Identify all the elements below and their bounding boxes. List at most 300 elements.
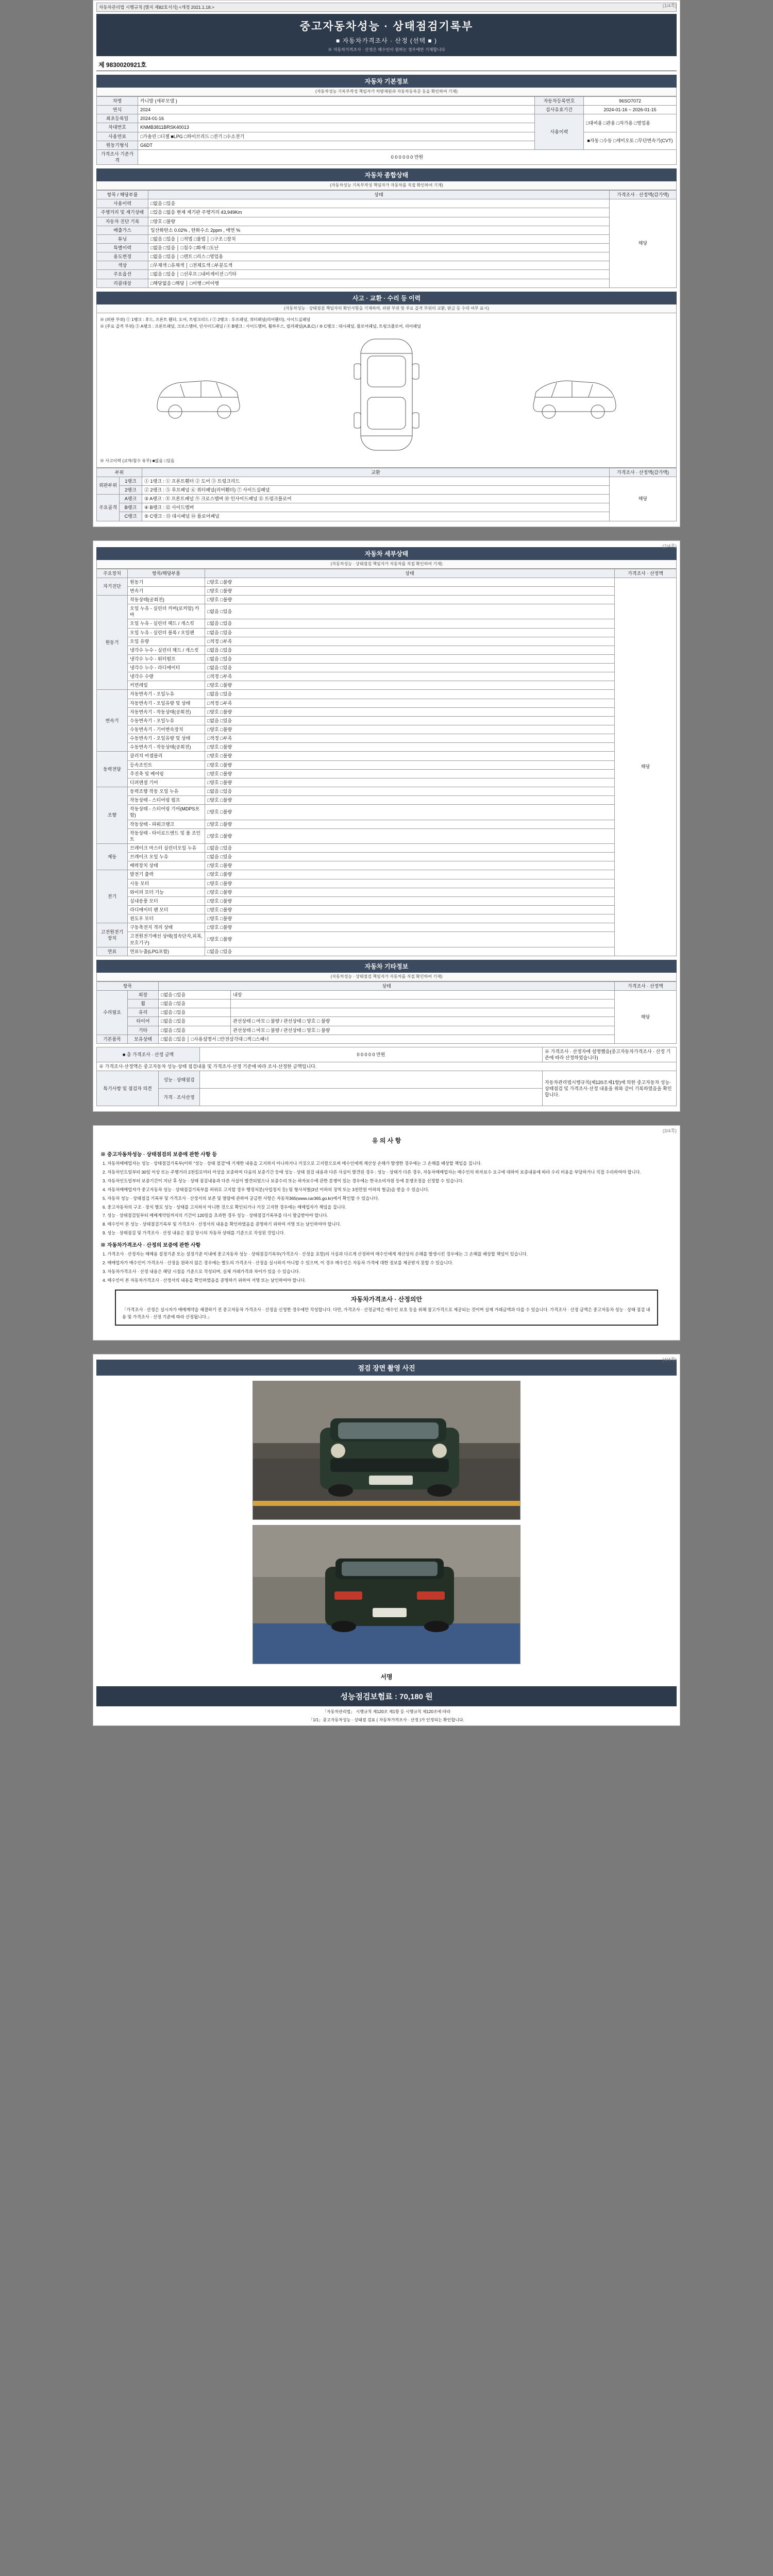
table-header-row	[97, 569, 677, 578]
table-header-row	[97, 981, 677, 990]
confirm-text: 자동차관리법시행규칙(제120조제1항)에 의한 중고자동차 성능·상태점검 및 가격조사·산정 내용을 위와 같이 기록하였음을 확인합니다.	[543, 1071, 677, 1106]
section-condition-title: 자동차 종합상태	[96, 168, 677, 181]
row-label: 주요옵션	[97, 270, 148, 279]
table-row	[97, 477, 677, 485]
notice-list-2	[103, 1251, 673, 1283]
part-label: 윈도우 모터	[128, 914, 205, 923]
accident-flag: ※ 사고이력 (교차/침수 유무) ■없음 □있음	[100, 458, 175, 463]
part-state: □없음 □있음	[205, 947, 615, 956]
part-state: □양호 □불량	[205, 796, 615, 805]
col-head-price: 가격조사 · 산정액	[615, 981, 677, 990]
part-state: □양호 □불량	[205, 586, 615, 595]
group-label: 조향	[97, 787, 128, 844]
part-state: □양호 □불량	[205, 578, 615, 586]
car-side-left-diagram	[149, 356, 247, 433]
part-label: 디퍼렌셜 기어	[128, 778, 205, 787]
part-state: □양호 □불량	[205, 820, 615, 828]
document-title: 중고자동차성능 · 상태점검기록부	[299, 21, 474, 32]
table-row	[97, 805, 677, 820]
part-state: □양호 □불량	[205, 914, 615, 923]
footnote-1: 「자동차관리법」 시행규칙 제120조 제1항 등 시행규칙 제120조에 따라	[322, 1709, 451, 1714]
row-price: 해당	[610, 199, 677, 287]
table-row	[97, 725, 677, 734]
page-tag: (1/4쪽)	[662, 3, 677, 8]
total-price-digits: 0 0 0 0 0 만원	[200, 1047, 543, 1062]
table-row	[97, 619, 677, 628]
part-label: 연료누출(LPG포함)	[128, 947, 205, 956]
table-row	[97, 217, 677, 226]
notice-title: 유 의 사 항	[372, 1137, 401, 1145]
part-label: 추진축 및 베어링	[128, 769, 205, 778]
page-tag: (3/4쪽)	[662, 1128, 677, 1134]
row-label: 차대번호	[97, 123, 138, 132]
table-row	[97, 132, 677, 141]
section-basic-sub: (자동차성능 기록부작성 책임자가 차량제원과 자동차등록증 등을 확인하여 기재)	[96, 88, 677, 96]
table-row	[97, 844, 677, 853]
part-label: 오일 누유 - 실린더 블록 / 오일팬	[128, 628, 205, 637]
part-label: 원동기	[128, 578, 205, 586]
list-item: 1. 가격조사 · 산정자는 매매용 설정기준 또는 설정기준 이내에 중고자동차 성능 · 상태점검기록부(가격조사 · 산정을 포함)의 사실과 다르게 산정하여 매수인에게 재산상의 손해를 발생시킨 경우에는 그 손해를 배상할 책임이 있습니다.	[103, 1251, 528, 1257]
page-tag: (2/4쪽)	[662, 543, 677, 549]
table-row	[97, 888, 677, 896]
section-basic-title: 자동차 기본정보	[96, 75, 677, 88]
table-header-row	[97, 468, 677, 477]
table-row	[97, 932, 677, 947]
col-head-group: 주요장치	[97, 569, 128, 578]
notice-subtitle-1: ※ 중고자동차성능 · 상태점검의 보증에 관한 사항 등	[100, 1152, 217, 1158]
notice-list-1	[103, 1160, 673, 1236]
row-label: 배출가스	[97, 226, 148, 234]
col-head-part: 항목/해당부품	[128, 569, 205, 578]
table-row	[97, 199, 677, 208]
footnote-2: 「1/1」중고자동차성능 · 상태점 검표 ( 자동차가격조사 · 산정 )가 인정되는 확인합니다.	[309, 1717, 464, 1722]
group-label: 수리필요	[97, 990, 128, 1035]
part-label: 실내송풍 모터	[128, 896, 205, 905]
part-label: 자동변속기 - 오일유량 및 상태	[128, 699, 205, 707]
list-item: 1. 자동차매매업자는 성능 · 상태점검기록부(이하 "성능 · 상태 점검"에 기재한 내용을 고지하지 아니하거나 거짓으로 고지함으로써 매수인에게 재산상 손해가 발생한 경우에는 그 손해를 배상할 책임을 집니다.	[103, 1161, 482, 1166]
row-value-2: 2024-01-16 ~ 2026-01-15	[584, 106, 677, 114]
condition-table	[96, 190, 677, 288]
row-value: □가솔린 □디젤 ■LPG □하이브리드 □전기 □수소전기	[138, 132, 535, 141]
part-label: 외장	[128, 990, 159, 999]
col-head-item: 항목 / 해당부품	[97, 191, 148, 199]
table-row	[97, 861, 677, 870]
part-label: 배력장치 상태	[128, 861, 205, 870]
sign-area-price[interactable]	[200, 1089, 543, 1106]
part-label-2	[231, 1008, 615, 1017]
part-label: 수동변속기 - 기어변속장치	[128, 725, 205, 734]
group-label: 변속기	[97, 690, 128, 752]
part-label-2: 내장	[231, 990, 615, 999]
part-state: □없음 □있음	[205, 654, 615, 663]
row-state: □없음 □있음 │ □침수 □화재 □도난	[148, 243, 610, 252]
table-row	[97, 853, 677, 861]
section-etc-sub: (자동차성능 · 상태점검 책임자가 자동차를 직접 확인하여 기재)	[96, 973, 677, 981]
part-state: □양호 □불량	[205, 870, 615, 879]
part-label: 작동상태 - 타이로드엔드 및 볼 조인트	[128, 828, 205, 843]
table-row	[97, 208, 677, 217]
part-state: □없음 □있음	[205, 619, 615, 628]
inspection-photo-front	[253, 1381, 520, 1520]
table-row	[97, 820, 677, 828]
part-label: 발전기 출력	[128, 870, 205, 879]
row-label: 용도변경	[97, 252, 148, 261]
table-row	[97, 279, 677, 287]
section-detail-sub: (자동차성능 · 상태점검 책임자가 자동차를 직접 확인하여 기재)	[96, 560, 677, 569]
price-warning-box	[115, 1290, 658, 1326]
section-etc-title: 자동차 기타정보	[96, 960, 677, 973]
part-state: □없음 □있음	[159, 999, 231, 1008]
part-label: 라디에이터 팬 모터	[128, 906, 205, 914]
page-4	[93, 1354, 680, 1726]
rank-items: ③ A랭크 : ⑧ 프론트패널 ⑨ 크로스맴버 ⑩ 인사이드패널 ⑪ 트렁크플로어	[142, 495, 610, 503]
part-label: 오일 누유 - 실린더 커버(로커암) 카바	[128, 604, 205, 619]
table-row	[97, 923, 677, 932]
section-accident-title: 사고 · 교환 · 수리 등 이력	[96, 292, 677, 304]
part-label: 작동상태 - 스티어링 펌프	[128, 796, 205, 805]
diagram-legend-1: ※ (외판 부위) ① 1랭크 : 후드, 프론트 휀더, 도어, 트렁크리드 / ② 2랭크 : 루프패널, 쿼터패널(리어휀더), 사이드실패널	[100, 317, 311, 322]
row-label: 차명	[97, 97, 138, 106]
row-label: 자동차 진단 기록	[97, 217, 148, 226]
table-row	[97, 947, 677, 956]
list-item: 3. 자동차가격조사 · 산정 내용은 해당 시점을 기준으로 작성되며, 실제 거래가격과 차이가 있을 수 있습니다.	[103, 1268, 300, 1274]
photo-section-title: 점검 장면 촬영 사진	[96, 1360, 677, 1376]
part-state: □양호 □불량	[205, 879, 615, 888]
row-label: 주행거리 및 계기상태	[97, 208, 148, 217]
part-label: 동력조향 작동 오일 누유	[128, 787, 205, 796]
list-item: 8. 매수인이 본 성능 · 상태점검기록부 및 가격조사 · 산정서의 내용을 확인하였음을 증명하기 위하여 서명 또는 날인하여야 합니다.	[103, 1222, 341, 1227]
table-row	[97, 495, 677, 503]
row-state: □있음 □없음 현재 계기판 주행거리 43,949Km	[148, 208, 610, 217]
list-item: 3. 자동차인도일부터 보증기간이 지난 후 성능 · 상태 점검내용과 다른 사실이 발견되었으나 보증수리 또는 하자보수에 관한 분쟁이 있는 경우에는 한국소비자원 등에 분쟁조정을 신청할 수 있습니다.	[103, 1178, 464, 1183]
part-state: □없음 □있음	[205, 853, 615, 861]
group-label: 주요골격	[97, 495, 120, 521]
detail-state-table	[96, 569, 677, 956]
table-row	[97, 879, 677, 888]
row-state: □없음 □있음 │ □적법 □불법 │ □구조 □장치	[148, 234, 610, 243]
table-row	[97, 778, 677, 787]
table-row	[97, 896, 677, 905]
col-head-state: 상태	[148, 191, 610, 199]
table-row	[97, 243, 677, 252]
col-head-part: 부위	[97, 468, 142, 477]
table-row	[97, 1035, 677, 1043]
signature-label: 서명	[380, 1673, 393, 1681]
part-label: 구동축전지 격리 상태	[128, 923, 205, 932]
table-row	[97, 234, 677, 243]
list-item: 2. 자동차인도일부터 30일 이상 또는 주행거리 2천킬로미터 이상을 보증하여 다음의 보증기간 등에 성능 · 상태 점검 내용과 다른 사실이 발견된 경우 : 성능 · 상태가 다른 경우, 자동차매매업자는 매수인의 하자보수 요구에 대하여 보증내용에 따라 수리 비용을 부담하거나 직접 수리하여야 합니다.	[103, 1170, 641, 1175]
col-head-state: 상태	[205, 569, 615, 578]
row-state: 일산화탄소 0.02% , 탄화수소 2ppm , 매연 %	[148, 226, 610, 234]
part-state: □없음 □있음	[205, 787, 615, 796]
table-row	[97, 628, 677, 637]
table-row	[97, 870, 677, 879]
row-label: 사용연료	[97, 132, 138, 141]
inspection-photo-rear	[253, 1525, 520, 1664]
part-state: □양호 □불량	[205, 725, 615, 734]
table-row	[97, 681, 677, 690]
table-row	[97, 149, 677, 164]
table-row	[97, 586, 677, 595]
damage-diagram	[96, 313, 677, 468]
sign-area-performance[interactable]	[200, 1071, 543, 1089]
table-row	[97, 226, 677, 234]
row-state: □없음 □있음 │ □렌트 □리스 □영업용	[148, 252, 610, 261]
part-label-2: 관선상태 □ 마모 □ 불량 / 관선상태 □ 양호 □ 불량	[231, 1026, 615, 1035]
table-row	[97, 796, 677, 805]
table-row	[97, 252, 677, 261]
list-item: 4. 자동차매매업자가 중고자동차 성능 · 상태점검기록부를 허위로 고지할 경우 행정처분(사업정지 등) 및 형사처벌(3년 이하의 징역 또는 3천만원 이하의 벌금)을 받을 수 있습니다.	[103, 1187, 429, 1192]
table-row	[97, 672, 677, 681]
part-state: □적정 □부족	[205, 672, 615, 681]
row-label: 색상	[97, 261, 148, 270]
notice-subtitle-2: ※ 자동차가격조사 · 산정의 보증에 관한 사항	[100, 1242, 201, 1248]
table-row	[97, 734, 677, 743]
remarks-label: 특기사항 및 점검자 의견	[97, 1071, 159, 1106]
part-label: 커먼레일	[128, 681, 205, 690]
col-head-exchange: 교환	[142, 468, 610, 477]
row-label: 튜닝	[97, 234, 148, 243]
group-label: 동력전달	[97, 752, 128, 787]
row-value: G6DT	[138, 141, 535, 149]
col-head-state: 상태	[159, 981, 615, 990]
price-warning-title: 자동차가격조사 · 산정의안	[350, 1296, 423, 1303]
row-label-2: 자동차등록번호	[535, 97, 584, 106]
table-row	[97, 637, 677, 646]
section-condition-sub: (자동차성능 기록부작성 책임자가 자동차를 직접 확인하여 기재)	[96, 181, 677, 190]
part-label-2: 관선상태 □ 마모 □ 불량 / 관선상태 □ 양호 □ 불량	[231, 1017, 615, 1026]
table-row	[97, 707, 677, 716]
rank-items: ④ B랭크 : ⑫ 사이드멤버	[142, 503, 610, 512]
part-label: 등속조인트	[128, 760, 205, 769]
total-price-label: ■ 총 가격조사 · 산정 금액	[97, 1047, 200, 1062]
table-header-row	[97, 191, 677, 199]
part-state: □양호 □불량	[205, 707, 615, 716]
inspection-insurance-fee: 성능점검보험료 : 70,180 원	[96, 1686, 677, 1706]
part-state: □양호 □불량	[205, 595, 615, 604]
table-row	[97, 716, 677, 725]
part-label: 유리	[128, 1008, 159, 1017]
rank-label: 1랭크	[120, 477, 142, 485]
part-state: □없음 □있음	[205, 716, 615, 725]
form-code-line: 자동차관리법 시행규칙 [별지 제82호서식] <개정 2021.1.18.>	[96, 3, 677, 12]
part-state: □양호 □불량	[205, 760, 615, 769]
diagram-legend-2: ※ (주요 골격 부위) ③ A랭크 : 프론트패널, 크로스맴버, 인사이드패널 / ④ B랭크 : 사이드멤버, 휠하우스, 필러패널(A,B,C) / ⑤ C랭크 : 대시패널, 플로어패널, 트렁크플로어, 리어패널	[100, 324, 421, 329]
rank-label: A랭크	[120, 495, 142, 503]
table-row	[97, 270, 677, 279]
table-row	[97, 752, 677, 760]
list-item: 2. 매매업자가 매수인이 가격조사 · 산정을 원하지 않은 경우에는 별도의 가격조사 · 산정을 실시하지 아니할 수 있으며, 이 경우 매수인은 자동차 가격에 대한 정보를 제공받지 못할 수 있습니다.	[103, 1260, 453, 1265]
part-label: 냉각수 수량	[128, 672, 205, 681]
part-label: 냉각수 누수 - 워터펌프	[128, 654, 205, 663]
list-item: 5. 자동차 성능 · 상태점검 기록부 및 가격조사 · 산정서의 보존 및 열람에 관하여 궁금한 사항은 자동차365(www.car365.go.kr)에서 확인할 수 있습니다.	[103, 1195, 379, 1201]
part-state: □적정 □부족	[205, 734, 615, 743]
part-label: 냉각수 누수 - 실린더 헤드 / 개스킷	[128, 646, 205, 654]
part-state: □양호 □불량	[205, 681, 615, 690]
row-label-2: 검사유효기간	[535, 106, 584, 114]
page-3	[93, 1125, 680, 1341]
part-label-2	[231, 999, 615, 1008]
part-state: □양호 □불량	[205, 923, 615, 932]
rank-label: C랭크	[120, 512, 142, 521]
part-state: □양호 □불량	[205, 743, 615, 752]
part-label: 브레이크 마스터 실린더오일 누유	[128, 844, 205, 853]
part-state: □없음 □있음 │ □사용설명서 □안전삼각대 □잭 □스패너	[159, 1035, 615, 1043]
table-row	[97, 485, 677, 494]
part-label: 기타	[128, 1026, 159, 1035]
table-row	[97, 990, 677, 999]
document-caption: ※ 자동차가격조사 · 산정은 매수인이 원하는 경우에만 기재합니다	[328, 47, 445, 52]
table-row	[97, 503, 677, 512]
table-row	[97, 699, 677, 707]
row-value: 2024-01-16	[138, 114, 535, 123]
rank-label: 2랭크	[120, 485, 142, 494]
part-state: □적정 □부족	[205, 699, 615, 707]
part-label: 수동변속기 - 작동상태(공회전)	[128, 743, 205, 752]
section-accident-sub: (자동차성능 · 상태점검 책임자의 확인사항을 기재하며, 외판 부위 및 주요 골격 부위의 교환, 판금 등 수리 여부 표시)	[96, 304, 677, 313]
table-row	[97, 999, 677, 1008]
part-label: 시동 모터	[128, 879, 205, 888]
part-label: 작동상태 - 파워크랭크	[128, 820, 205, 828]
col-head-price: 가격조사 · 산정액	[615, 569, 677, 578]
row-value-2: 96SO7072	[584, 97, 677, 106]
sign-label-performance: 성능 · 상태점검	[159, 1071, 200, 1089]
table-row	[97, 578, 677, 586]
table-row	[97, 787, 677, 796]
part-state: □양호 □불량	[205, 752, 615, 760]
part-state: □없음 □있음	[205, 844, 615, 853]
table-row	[97, 1047, 677, 1062]
row-value: 카니발 (세부모델 )	[138, 97, 535, 106]
section-detail-title: 자동차 세부상태	[96, 547, 677, 560]
table-row	[97, 1017, 677, 1026]
row-label: 특별이력	[97, 243, 148, 252]
document-subtitle: ■ 자동차가격조사 · 산정 (선택 ■ )	[335, 37, 437, 44]
document-number: 제 9830020921호	[96, 59, 677, 71]
table-row	[97, 512, 677, 521]
table-row	[97, 114, 677, 123]
group-label: 고전원전기장치	[97, 923, 128, 947]
group-label: 전기	[97, 870, 128, 923]
part-label: 변속기	[128, 586, 205, 595]
row-label: 최초등록일	[97, 114, 138, 123]
row-value: KNMB3811BRSK40013	[138, 123, 535, 132]
list-item: 7. 성능 · 상태점검일부터 매매계약일까지의 기간이 120일을 초과한 경우 성능 · 상태점검기록부를 다시 발급받아야 합니다.	[103, 1213, 328, 1218]
row-price: 해당	[610, 477, 677, 521]
part-label: 브레이크 오일 누유	[128, 853, 205, 861]
row-state: □해당없음 □해당 │ □이행 □미이행	[148, 279, 610, 287]
list-item: 4. 매수인이 본 자동차가격조사 · 산정서의 내용을 확인하였음을 증명하기 위하여 서명 또는 날인하여야 합니다.	[103, 1277, 306, 1283]
part-state: □없음 □있음	[159, 1017, 231, 1026]
table-row	[97, 1026, 677, 1035]
price-digits: 0 0 0 0 0 0 만원	[138, 149, 677, 164]
part-label: 타이어	[128, 1017, 159, 1026]
part-state: □없음 □있음	[205, 690, 615, 699]
part-state: □없음 □있음	[159, 1008, 231, 1017]
row-state: □없음 □있음	[148, 199, 610, 208]
table-row	[97, 828, 677, 843]
part-label: 수동변속기 - 오일유량 및 상태	[128, 734, 205, 743]
part-state: □없음 □있음	[205, 628, 615, 637]
table-row	[97, 760, 677, 769]
part-state: □없음 □있음	[205, 604, 615, 619]
part-label: 작동상태 - 스티어링 기어(MDPS포함)	[128, 805, 205, 820]
total-price-note-2: ※ 가격조사·산정액은 중고자동차 성능·상태 점검내용 및 가격조사·산정 기준에 따라 조사·산정한 금액입니다.	[97, 1062, 677, 1071]
col-head-price: 가격조사 · 산정액(감가액)	[610, 191, 677, 199]
part-state: □적정 □부족	[205, 637, 615, 646]
table-row	[97, 646, 677, 654]
car-diagrams	[99, 330, 674, 457]
part-label: 자동변속기 - 작동상태(공회전)	[128, 707, 205, 716]
table-row	[97, 664, 677, 672]
part-label: 냉각수 누수 - 라디에이터	[128, 664, 205, 672]
table-row	[97, 906, 677, 914]
part-state: □양호 □불량	[205, 828, 615, 843]
car-top-diagram	[348, 333, 425, 456]
row-label: 원동기형식	[97, 141, 138, 149]
part-state: □양호 □불량	[205, 906, 615, 914]
part-state: □양호 □불량	[205, 769, 615, 778]
part-state: □양호 □불량	[205, 932, 615, 947]
rank-label: B랭크	[120, 503, 142, 512]
part-state: □없음 □있음	[205, 664, 615, 672]
price-warning-text: 「가격조사 · 산정은 실시자가 매매계약을 체결하기 전 중고자동차 가격조사 · 산정을 신청한 경우에만 작성합니다. 다만, 가격조사 · 산정금액은 매수인 보호 등을 위해 참고가격으로 제공되는 것이며 실제 거래금액과 다를 수 있습니다. 가격조사 · 산정 금액은 중고자동차 성능 · 상태 점검 내용 및 가격조사 · 산정 기준에 따라 산정됩니다.」	[122, 1307, 650, 1319]
total-price-note: ※ 가격조사 · 산정자에 설명했음(중고자동차가격조사 · 산정 기준에 따라 산정하였습니다)	[543, 1047, 677, 1062]
table-row	[97, 769, 677, 778]
table-row	[97, 1008, 677, 1017]
row-state: □무채색 □유채색 │ □전체도색 □부분도색	[148, 261, 610, 270]
photo-front-illustration	[253, 1381, 520, 1520]
table-row	[97, 1071, 677, 1089]
table-row	[97, 690, 677, 699]
group-label: 제동	[97, 844, 128, 870]
document-titlebar	[96, 14, 677, 56]
rank-items: ① 1랭크 : ① 프론트휀더 ② 도어 ③ 트렁크리드	[142, 477, 610, 485]
col-head-price: 가격조사 · 산정액(감가액)	[610, 468, 677, 477]
row-state: □없음 □있음 │ □선루프 □내비게이션 □기타	[148, 270, 610, 279]
table-row	[97, 595, 677, 604]
group-label: 자기진단	[97, 578, 128, 595]
part-state: □양호 □불량	[205, 805, 615, 820]
table-row	[97, 261, 677, 270]
group-label: 기본품목	[97, 1035, 128, 1043]
part-label: 고전원전기배선 상태(접속단자,피복,보호기구)	[128, 932, 205, 947]
sign-label-price: 가격 · 조사산정	[159, 1089, 200, 1106]
row-label: 리콜대상	[97, 279, 148, 287]
table-row	[97, 1062, 677, 1071]
part-label: 작동상태(공회전)	[128, 595, 205, 604]
page-tag: (4/4쪽)	[662, 1357, 677, 1362]
group-label: 연료	[97, 947, 128, 956]
basic-info-table	[96, 96, 677, 165]
row-label: 연식	[97, 106, 138, 114]
part-state: □없음 □있음	[159, 1026, 231, 1035]
part-label: 휠	[128, 999, 159, 1008]
table-row	[97, 604, 677, 619]
table-row	[97, 914, 677, 923]
photo-rear-illustration	[253, 1526, 520, 1664]
group-label: 원동기	[97, 595, 128, 690]
total-price-table	[96, 1047, 677, 1106]
transmission-value: ■자동 □수동 □세미오토 □무단변속기(CVT)	[584, 132, 677, 149]
part-state: □없음 □있음	[159, 990, 231, 999]
col-head-item: 항목	[97, 981, 159, 990]
row-value: 2024	[138, 106, 535, 114]
accident-parts-table	[96, 468, 677, 521]
list-item: 6. 중고자동차의 구조 · 장치 별로 성능 · 상태를 고지하지 아니한 것으로 확인되거나 거짓 고지한 경우에는 매매업자가 책임을 집니다.	[103, 1204, 347, 1210]
part-label: 자동변속기 - 오일누유	[128, 690, 205, 699]
table-row	[97, 654, 677, 663]
